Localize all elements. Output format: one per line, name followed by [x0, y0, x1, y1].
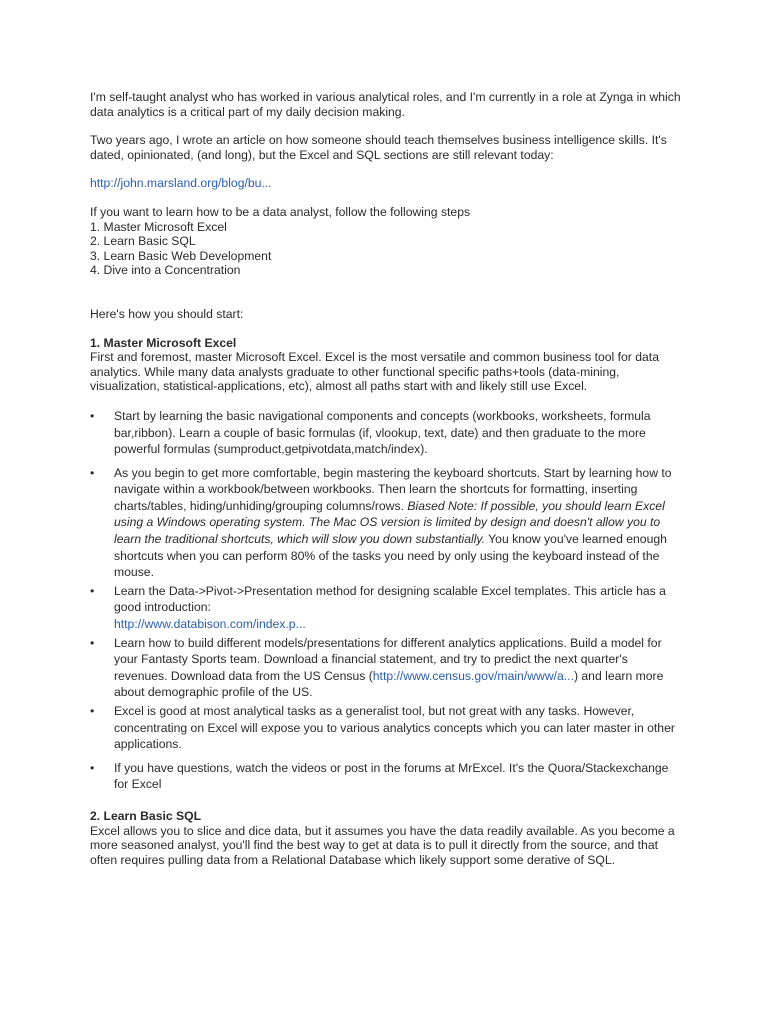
- list-item: [90, 703, 682, 753]
- list-item: [90, 583, 682, 633]
- bullet-text: Learn the Data->Pivot->Presentation method for designing scalable Excel templates. This article has a good introduction:: [114, 583, 666, 615]
- bullet-text: Learn how to build different models/presentations for different analytics applications. Build a model for your Fantasty Sports team. Download a financial statement, and try to predict the next quarter's revenues. Download data from the US Census (: [114, 635, 662, 683]
- step-item-4: 4. Dive into a Concentration: [90, 263, 241, 278]
- document-page: [90, 90, 682, 867]
- bullet-text: As you begin to get more comfortable, begin mastering the keyboard shortcuts. Start by learning how to navigate within a workbook/between workbooks. Then learn the shortcuts for formatting, inserting charts/tables, hiding/unhiding/grouping columns/rows.: [114, 465, 672, 513]
- biased-note: Biased Note: If possible, you should learn Excel using a Windows operating system. The Mac OS version is limited by design and doesn't allow you to learn the traditional shortcuts, which will slow you down substantially.: [114, 498, 665, 547]
- list-item: [90, 635, 682, 701]
- bullet-text: You know you've learned enough shortcuts when you can perform 80% of the tasks you need by only using the keyboard instead of the mouse.: [114, 532, 667, 580]
- bullet-icon: •: [90, 583, 95, 598]
- bullet-text: If you have questions, watch the videos or post in the forums at MrExcel. It's the Quora/Stackexchange for Excel: [114, 760, 669, 792]
- census-link[interactable]: http://www.census.gov/main/www/a...: [372, 668, 574, 683]
- steps-lead: If you want to learn how to be a data analyst, follow the following steps: [90, 204, 471, 219]
- section-1-heading: 1. Master Microsoft Excel: [90, 335, 237, 350]
- intro-paragraph-1: I'm self-taught analyst who has worked in various analytical roles, and I'm currently in a role at Zynga in which data analytics is a critical part of my daily decision making.: [90, 90, 681, 119]
- bullet-icon: •: [90, 760, 95, 775]
- section-2-heading: 2. Learn Basic SQL: [90, 808, 202, 823]
- databison-link[interactable]: http://www.databison.com/index.p...: [114, 617, 306, 632]
- step-item-2: 2. Learn Basic SQL: [90, 234, 196, 249]
- bullet-text: Excel is good at most analytical tasks as a generalist tool, but not great with any tasks. However, concentrating on Excel will expose you to various analytics concepts which you can later master in other applications.: [114, 704, 675, 752]
- bullet-text: Start by learning the basic navigational components and concepts (workbooks, worksheets, formula bar,ribbon). Learn a couple of basic formulas (if, vlookup, text, date) and then graduate to the more powerful formulas (sumproduct,getpivotdata,match/index).: [114, 408, 651, 457]
- intro-paragraph-2: Two years ago, I wrote an article on how someone should teach themselves business intelligence skills. It's dated, opinionated, (and long), but the Excel and SQL sections are still relevant today:: [90, 133, 667, 162]
- bullet-icon: •: [90, 704, 95, 718]
- list-item: [90, 760, 682, 793]
- list-item: [90, 465, 682, 581]
- bullet-icon: •: [90, 465, 95, 480]
- bullet-icon: •: [90, 635, 95, 650]
- start-text: Here's how you should start:: [90, 306, 244, 321]
- blog-link[interactable]: http://john.marsland.org/blog/bu...: [90, 176, 272, 191]
- bullet-icon: •: [90, 408, 95, 423]
- step-item-3: 3. Learn Basic Web Development: [90, 248, 272, 263]
- section-2-body: Excel allows you to slice and dice data, but it assumes you have the data readily available. As you become a more seasoned analyst, you'll find the best way to get at data is to pull it directly from the source, and that often requires pulling data from a Relational Database which likely support some derative of SQL.: [90, 823, 675, 867]
- section-1-body: First and foremost, master Microsoft Excel. Excel is the most versatile and common business tool for data analytics. While many data analysts graduate to other functional specific paths+tools (data-mining, visualization, statistical-applications, etc), almost all paths start with and likely still use Excel.: [90, 350, 659, 394]
- step-item-1: 1. Master Microsoft Excel: [90, 219, 227, 234]
- bullet-text: ) and learn more about demographic profile of the US.: [114, 668, 664, 700]
- excel-bullet-list: [90, 408, 682, 793]
- list-item: [90, 408, 682, 458]
